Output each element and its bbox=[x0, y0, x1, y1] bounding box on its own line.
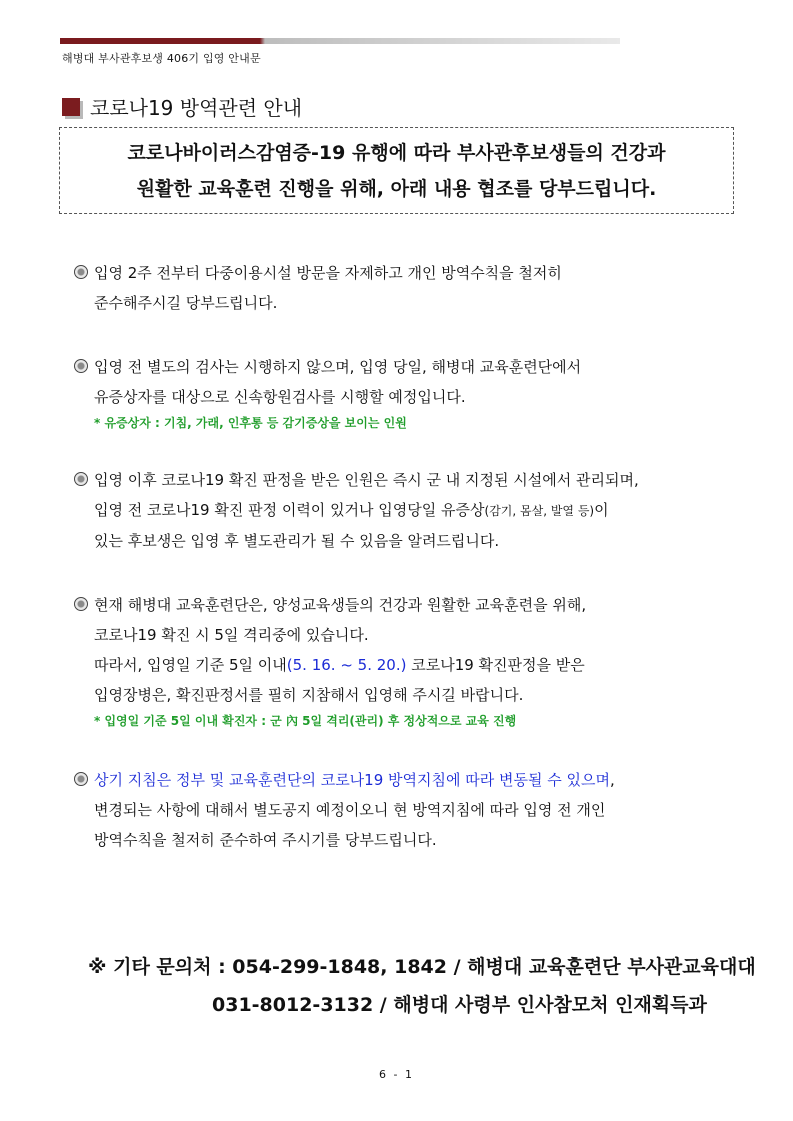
item-note: * 입영일 기준 5일 이내 확진자 : 군 內 5일 격리(관리) 후 정상적으로 교육 진행 bbox=[94, 714, 517, 728]
highlighted-text: 상기 지침은 정부 및 교육훈련단의 코로나19 방역지침에 따라 변동될 수 있으며 bbox=[94, 771, 610, 789]
item-text: , bbox=[609, 771, 615, 789]
notice-line-2: 원활한 교육훈련 진행을 위해, 아래 내용 협조를 당부드립니다. bbox=[136, 177, 657, 200]
date-range: (5. 16. ~ 5. 20.) bbox=[286, 656, 407, 674]
item-text: 입영 전 코로나19 확진 판정 이력이 있거나 입영당일 유증상 bbox=[94, 501, 485, 519]
section-title bbox=[62, 92, 302, 121]
circle-bullet-icon bbox=[74, 265, 88, 279]
item-line: 변경되는 사항에 대해서 별도공지 예정이오니 현 방역지침에 따라 입영 전 개인 bbox=[94, 801, 606, 819]
item-line bbox=[74, 650, 754, 680]
item-line: 입영 2주 전부터 다중이용시설 방문을 자제하고 개인 방역수칙을 철저히 bbox=[94, 264, 562, 282]
item-line: 입영 이후 코로나19 확진 판정을 받은 인원은 즉시 군 내 지정된 시설에서 관리되며, bbox=[94, 471, 639, 489]
item-text-small: (감기, 몸살, 발열 등) bbox=[484, 504, 595, 518]
item-line: 있는 후보생은 입영 후 별도관리가 될 수 있음을 알려드립니다. bbox=[94, 532, 500, 550]
document-header: 해병대 부사관후보생 406기 입영 안내문 bbox=[62, 52, 261, 65]
item-line: 입영 전 별도의 검사는 시행하지 않으며, 입영 당일, 해병대 교육훈련단에서 bbox=[94, 358, 582, 376]
item-line bbox=[74, 495, 754, 526]
circle-bullet-icon bbox=[74, 472, 88, 486]
list-item bbox=[74, 765, 754, 855]
item-note: * 유증상자 : 기침, 가래, 인후통 등 감기증상을 보이는 인원 bbox=[94, 416, 407, 430]
square-bullet-icon bbox=[62, 98, 80, 116]
section-title-text: 코로나19 방역관련 안내 bbox=[90, 96, 303, 120]
circle-bullet-icon bbox=[74, 772, 88, 786]
list-item bbox=[74, 590, 754, 732]
item-line: 준수해주시길 당부드립니다. bbox=[94, 294, 278, 312]
item-line: 현재 해병대 교육훈련단은, 양성교육생들의 건강과 원활한 교육훈련을 위해, bbox=[94, 596, 587, 614]
item-line: 코로나19 확진 시 5일 격리중에 있습니다. bbox=[94, 626, 369, 644]
notice-box bbox=[59, 127, 734, 214]
contact-line-1: ※ 기타 문의처 : 054-299-1848, 1842 / 해병대 교육훈련단 부사관교육대대 bbox=[88, 956, 756, 978]
circle-bullet-icon bbox=[74, 597, 88, 611]
list-item bbox=[74, 258, 754, 318]
item-line bbox=[94, 765, 615, 795]
item-text: 코로나19 확진판정을 받은 bbox=[406, 656, 585, 674]
header-rule bbox=[60, 38, 620, 44]
list-item bbox=[74, 465, 754, 556]
page-number: 6 - 1 bbox=[379, 1068, 414, 1081]
item-text: 따라서, 입영일 기준 5일 이내 bbox=[94, 656, 287, 674]
list-item bbox=[74, 352, 754, 434]
contact-line-2: 031-8012-3132 / 해병대 사령부 인사참모처 인재획득과 bbox=[212, 994, 707, 1016]
item-line: 방역수칙을 철저히 준수하여 주시기를 당부드립니다. bbox=[94, 831, 437, 849]
circle-bullet-icon bbox=[74, 359, 88, 373]
item-line: 유증상자를 대상으로 신속항원검사를 시행할 예정입니다. bbox=[94, 388, 466, 406]
notice-line-1: 코로나바이러스감염증-19 유행에 따라 부사관후보생들의 건강과 bbox=[127, 141, 666, 164]
item-text: 이 bbox=[594, 501, 609, 519]
item-line: 입영장병은, 확진판정서를 필히 지참해서 입영해 주시길 바랍니다. bbox=[94, 686, 524, 704]
